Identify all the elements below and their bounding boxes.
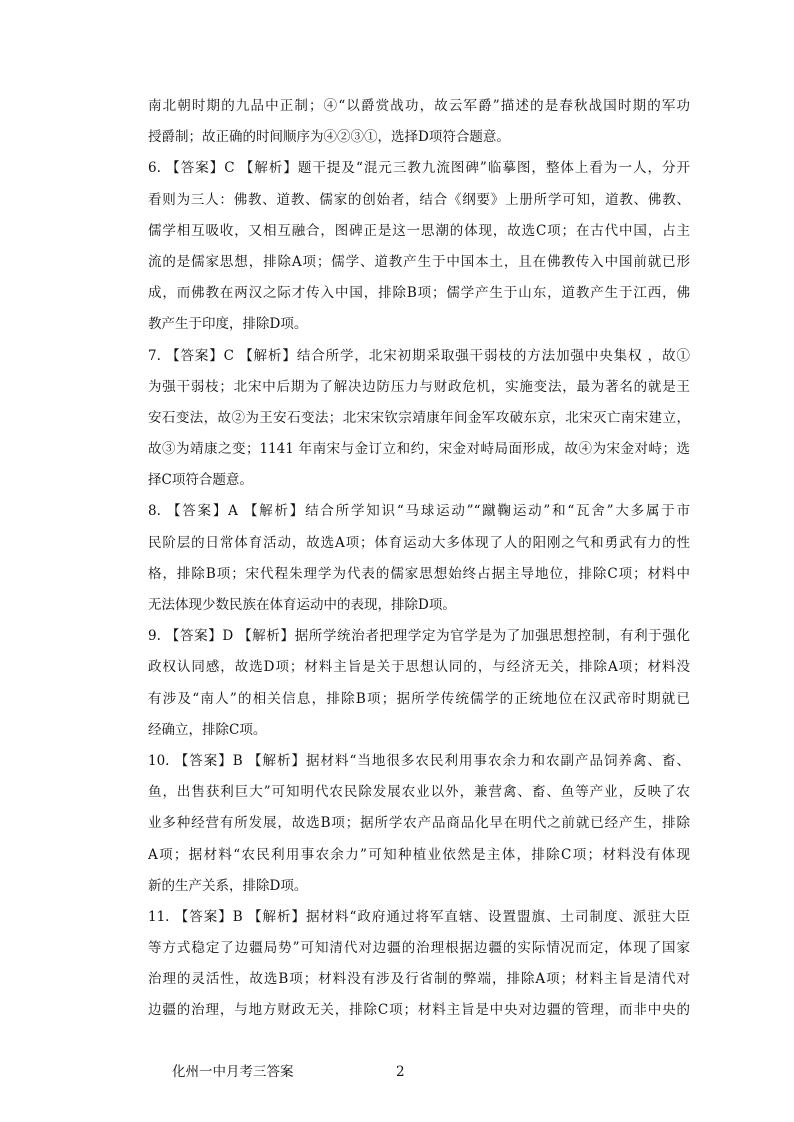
paragraph-line: 成，而佛教在两汉之际才传入中国，排除B项；儒学产生于山东，道教产生于江西，佛: [148, 285, 690, 302]
continued-paragraph: [148, 91, 690, 153]
paragraph-line: 治理的灵活性，故选B项；材料没有涉及行省制的弊端，排除A项；材料主旨是清代对: [148, 971, 690, 988]
answer-item-9: [148, 621, 690, 746]
answer-item-11: [148, 902, 690, 1027]
paragraph-line: 民阶层的日常体育活动，故选A项；体育运动大多体现了人的阳刚之气和勇武有力的性: [148, 534, 690, 551]
paragraph-line: 等方式稳定了边疆局势”可知清代对边疆的治理根据边疆的实际情况而定，体现了国家: [148, 940, 690, 957]
paragraph-line: 为强干弱枝；北宋中后期为了解决边防压力与财政危机，实施变法，最为著名的就是王: [148, 378, 690, 395]
paragraph-line: 11. 【答案】B 【解析】据材料“政府通过将军直辖、设置盟旗、土司制度、派驻大臣: [148, 908, 690, 925]
answer-item-10: [148, 746, 690, 902]
footer-title: 化州一中月考三答案: [172, 1064, 294, 1080]
paragraph-line: 无法体现少数民族在体育运动中的表现，排除D项。: [148, 597, 456, 613]
paragraph-line: 7. 【答案】C 【解析】结合所学，北宋初期采取强干弱枝的方法加强中央集权 ，故①: [148, 347, 690, 364]
paragraph-line: 政权认同感，故选D项；材料主旨是关于思想认同的，与经济无关，排除A项；材料没: [148, 659, 690, 676]
paragraph-line: 8. 【答案】A 【解析】结合所学知识“马球运动”“蹴鞠运动”和“瓦舍”大多属于市: [148, 503, 690, 520]
paragraph-line: 鱼，出售获利巨大”可知明代农民除发展农业以外，兼营禽、畜、鱼等产业，反映了农: [148, 784, 690, 801]
paragraph-line: A项；据材料“农民利用事农余力”可知种植业依然是主体，排除C项；材料没有体现: [148, 846, 690, 863]
answer-body: [148, 91, 690, 1027]
paragraph-line: 边疆的治理，与地方财政无关，排除C项；材料主旨是中央对边疆的管理，而非中央的: [148, 1002, 690, 1019]
answer-item-6: [148, 153, 690, 340]
paragraph-line: 教产生于印度，排除D项。: [148, 316, 308, 333]
paragraph-line: 安石变法，故②为王安石变法；北宋宋钦宗靖康年间金军攻破东京，北宋灭亡南宋建立，: [148, 409, 690, 426]
paragraph-line: 格，排除B项；宋代程朱理学为代表的儒家思想始终占据主导地位，排除C项；材料中: [148, 565, 690, 582]
answer-item-7: [148, 341, 690, 497]
paragraph-line: 儒学相互吸收，又相互融合，图碑正是这一思潮的体现，故选C项；在古代中国，占主: [148, 222, 690, 239]
paragraph-line: 9. 【答案】D 【解析】据所学统治者把理学定为官学是为了加强思想控制，有利于强化: [148, 628, 690, 645]
paragraph-line: 择C项符合题意。: [148, 472, 253, 489]
paragraph-line: 南北朝时期的九品中正制；④“以爵赏战功，故云军爵”描述的是春秋战国时期的军功: [148, 98, 690, 114]
paragraph-line: 新的生产关系，排除D项。: [148, 877, 308, 894]
answer-item-8: [148, 496, 690, 621]
paragraph-line: 6. 【答案】C 【解析】题干提及“混元三教九流图碑”临摹图，整体上看为一人，分开: [148, 160, 690, 177]
paragraph-line: 经确立，排除C项。: [148, 721, 267, 738]
paragraph-line: 流的是儒家思想，排除A项；儒学、道教产生于中国本土，且在佛教传入中国前就已形: [148, 253, 690, 270]
paragraph-line: 看则为三人：佛教、道教、儒家的创始者，结合《纲要》上册所学可知，道教、佛教、: [148, 191, 690, 208]
paragraph-line: 授爵制；故正确的时间顺序为④②③①，选择D项符合题意。: [148, 129, 510, 146]
paragraph-line: 10. 【答案】B 【解析】据材料“当地很多农民利用事农余力和农副产品饲养禽、畜、: [148, 752, 690, 769]
paragraph-line: 业多种经营有所发展，故选B项；据所学农产品商品化早在明代之前就已经产生，排除: [148, 815, 690, 832]
paragraph-line: 故③为靖康之变；1141 年南宋与金订立和约，宋金对峙局面形成，故④为宋金对峙；选: [148, 441, 690, 458]
paragraph-line: 有涉及“南人”的相关信息，排除B项；据所学传统儒学的正统地位在汉武帝时期就已: [148, 690, 690, 707]
page-number: 2: [396, 1064, 405, 1080]
